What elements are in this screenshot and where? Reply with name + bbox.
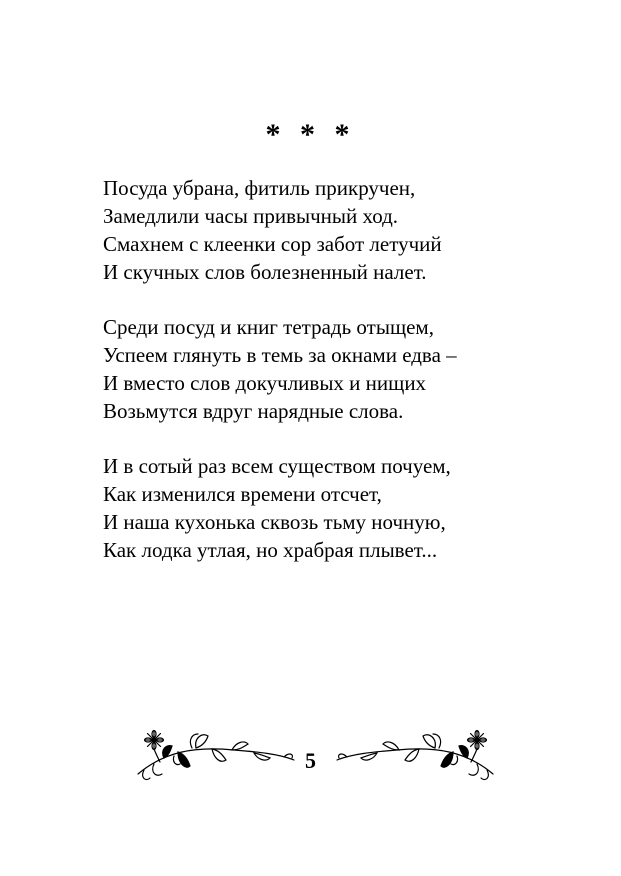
floral-vine-icon: [317, 722, 497, 782]
poem-line: И вместо слов докучливых и нищих: [103, 371, 427, 395]
poem: [103, 174, 583, 591]
poem-line: Возьмутся вдруг нарядные слова.: [103, 399, 404, 423]
poem-line: Как изменился времени отсчет,: [103, 482, 382, 506]
poem-line: Замедлили часы привычный ход.: [103, 204, 399, 228]
stanza-2: [103, 313, 583, 425]
page-footer: [0, 722, 621, 782]
poem-line: И скучных слов болезненный налет.: [103, 260, 427, 284]
stanza-3: [103, 452, 583, 564]
poem-line: Успеем глянуть в темь за окнами едва –: [103, 343, 457, 367]
poem-line: И наша кухонька сквозь тьму ночную,: [103, 510, 446, 534]
poem-line: Смахнем с клеенки сор забот летучий: [103, 232, 442, 256]
poem-line: Среди посуд и книг тетрадь отыщем,: [103, 315, 434, 339]
poem-line: И в сотый раз всем существом почуем,: [103, 454, 451, 478]
poem-line: Как лодка утлая, но храбрая плывет...: [103, 538, 438, 562]
page-number: 5: [305, 748, 316, 773]
poem-line: Посуда убрана, фитиль прикручен,: [103, 176, 416, 200]
stanza-1: [103, 174, 583, 286]
section-divider-stars: * * *: [265, 118, 356, 151]
